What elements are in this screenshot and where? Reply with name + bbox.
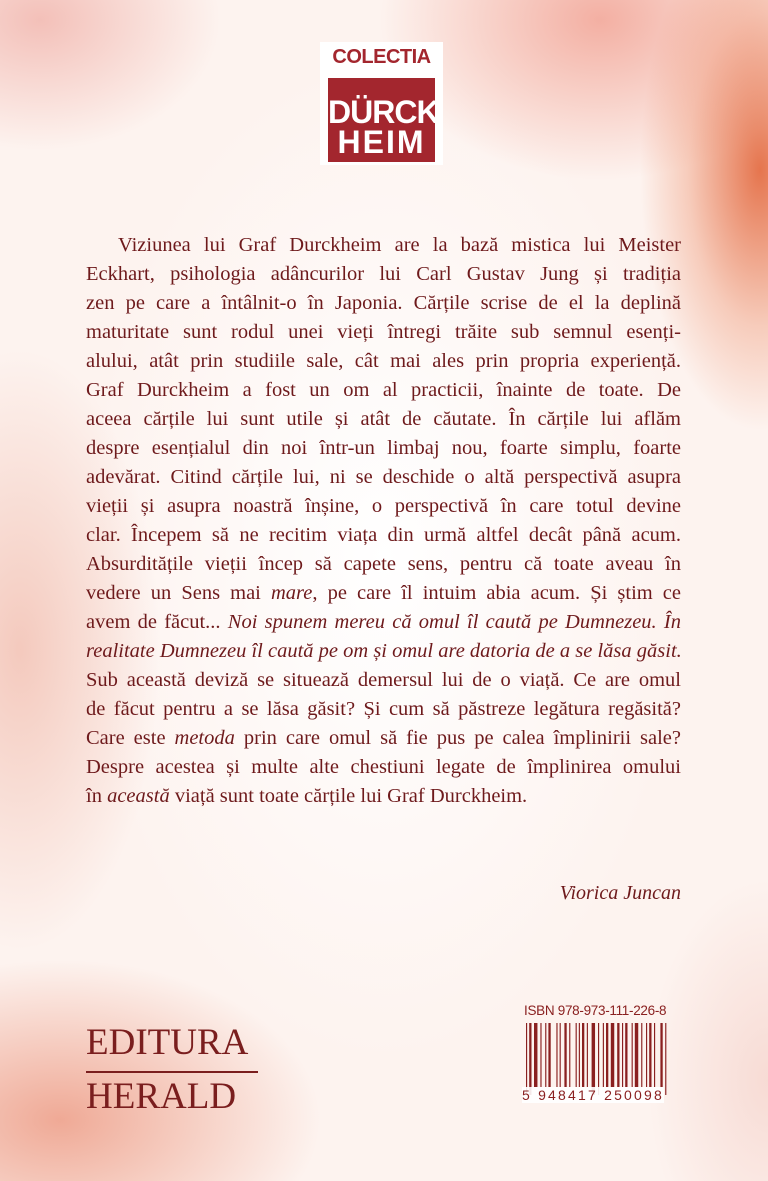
- barcode-bar: [579, 1023, 580, 1087]
- text-segment: prin care omul să fie pus pe calea împlinirii sale?: [234, 727, 681, 749]
- text-segment: de făcut pentru a se lăsa găsit? Și cum să păstreze legătura regăsită?: [86, 698, 681, 720]
- text-line: [86, 637, 681, 666]
- text-segment: zen pe care a întâlnit-o în Japonia. Cărțile scrise de el la deplină: [86, 292, 681, 314]
- text-line: [86, 492, 681, 521]
- italic-segment: această: [107, 785, 170, 807]
- italic-segment: Noi spunem mereu că omul îl caută pe Dumnezeu. În: [227, 611, 681, 633]
- text-line: [86, 434, 681, 463]
- barcode-bar: [654, 1023, 655, 1087]
- text-segment: maturitate sunt rodul unei vieți întregi trăite sub semnul esenți-: [86, 321, 681, 343]
- text-segment: viață sunt toate cărțile lui Graf Durckheim.: [169, 785, 528, 807]
- text-segment: avem de făcut...: [86, 611, 228, 633]
- text-segment: clar. Începem să ne recitim viața din urmă altfel decât până acum.: [86, 524, 681, 546]
- barcode-bar: [617, 1023, 619, 1087]
- logo-name-line1: DÜRCK: [328, 94, 439, 130]
- text-line: [86, 695, 681, 724]
- text-segment: Absurditățile vieții încep să capete sens, pentru că toate aveau în: [86, 553, 681, 575]
- text-segment: Graf Durckheim a fost un om al practicii, înainte de toate. De: [86, 379, 681, 401]
- barcode-bar: [569, 1023, 570, 1087]
- text-line: [86, 260, 681, 289]
- barcode-bar: [545, 1023, 546, 1087]
- barcode-bar: [649, 1023, 651, 1087]
- barcode-bar: [641, 1023, 642, 1087]
- ean-digits: 5 948417 250098: [522, 1087, 664, 1103]
- signature: Viorica Juncan: [559, 882, 681, 904]
- text-line: [86, 608, 681, 637]
- text-line: [86, 753, 681, 782]
- text-segment: Viziunea lui Graf Durckheim are la bază mistica lui Meister: [118, 234, 681, 256]
- barcode-bar: [598, 1023, 599, 1095]
- text-line: [86, 724, 681, 753]
- barcode-bar: [635, 1023, 638, 1087]
- logo-name-line2: HEIM: [337, 124, 426, 160]
- collection-logo: [320, 42, 443, 165]
- barcode-bar: [625, 1023, 627, 1087]
- publisher-logo: [86, 1023, 258, 1117]
- blurb-text: [86, 231, 681, 811]
- text-segment: despre esențialul din noi într-un limbaj nou, foarte simplu, foarte: [86, 437, 681, 459]
- barcode-bar: [529, 1023, 531, 1095]
- text-line: [86, 666, 681, 695]
- barcode-bar: [592, 1023, 595, 1095]
- text-segment: Care este: [86, 727, 175, 749]
- logo-red-block: [328, 78, 439, 162]
- text-line: [86, 347, 681, 376]
- italic-segment: metoda: [174, 727, 235, 749]
- italic-segment: mare: [270, 582, 313, 604]
- barcode-bar: [622, 1023, 623, 1087]
- barcode: [524, 1023, 690, 1095]
- barcode-bar: [660, 1023, 662, 1087]
- text-segment: vieții și asupra noastră înșine, o perspectivă în care totul devine: [86, 495, 681, 517]
- publisher-line2: HERALD: [86, 1076, 237, 1117]
- barcode-bar: [540, 1023, 541, 1087]
- barcode-bar: [587, 1023, 588, 1087]
- barcode-bar: [526, 1023, 527, 1095]
- barcode-bar: [665, 1023, 666, 1095]
- barcode-bar: [603, 1023, 604, 1087]
- italic-segment: realitate Dumnezeu îl caută pe om și omul are datoria de a se lăsa găsit.: [86, 640, 682, 662]
- text-segment: vedere un Sens mai: [86, 582, 271, 604]
- text-line: [86, 405, 681, 434]
- text-segment: în: [86, 785, 108, 807]
- text-line: [86, 318, 681, 347]
- barcode-bar: [564, 1023, 566, 1087]
- barcode-bar: [560, 1023, 561, 1087]
- publisher-divider: [86, 1071, 258, 1073]
- text-line: [86, 289, 681, 318]
- text-segment: adevărat. Citind cărțile lui, ni se deschide o altă perspectivă asupra: [86, 466, 681, 488]
- logo-collection-label: COLECTIA: [332, 46, 431, 68]
- barcode-bar: [611, 1023, 614, 1087]
- text-segment: , pe care îl intuim abia acum. Și știm ce: [312, 582, 682, 604]
- text-segment: alului, atât prin studiile sale, cât mai ales prin propria experiență.: [86, 350, 681, 372]
- barcode-bar: [632, 1023, 633, 1087]
- barcode-bar: [646, 1023, 647, 1087]
- barcode-bar: [548, 1023, 550, 1087]
- barcode-bar: [576, 1023, 577, 1087]
- text-line: [86, 231, 681, 260]
- publisher-line1: EDITURA: [86, 1022, 249, 1063]
- text-line: [86, 521, 681, 550]
- text-segment: Eckhart, psihologia adâncurilor lui Carl Gustav Jung și tradiția: [86, 263, 681, 285]
- barcode-bar: [582, 1023, 584, 1087]
- text-segment: aceea cărțile lui sunt utile și atât de căutate. În cărțile lui aflăm: [86, 408, 681, 430]
- barcode-bar: [534, 1023, 537, 1087]
- text-line: [86, 550, 681, 579]
- barcode-bar: [606, 1023, 608, 1087]
- text-segment: Despre acestea și multe alte chestiuni legate de împlinirea omului: [86, 756, 681, 778]
- text-segment: Sub această deviză se situează demersul lui de o viață. Ce are omul: [86, 669, 681, 691]
- text-line: [86, 463, 681, 492]
- barcode-bar: [556, 1023, 557, 1087]
- text-line: [86, 376, 681, 405]
- text-line: [86, 782, 681, 811]
- isbn-label: ISBN 978-973-111-226-8: [524, 1003, 667, 1018]
- text-line: [86, 579, 681, 608]
